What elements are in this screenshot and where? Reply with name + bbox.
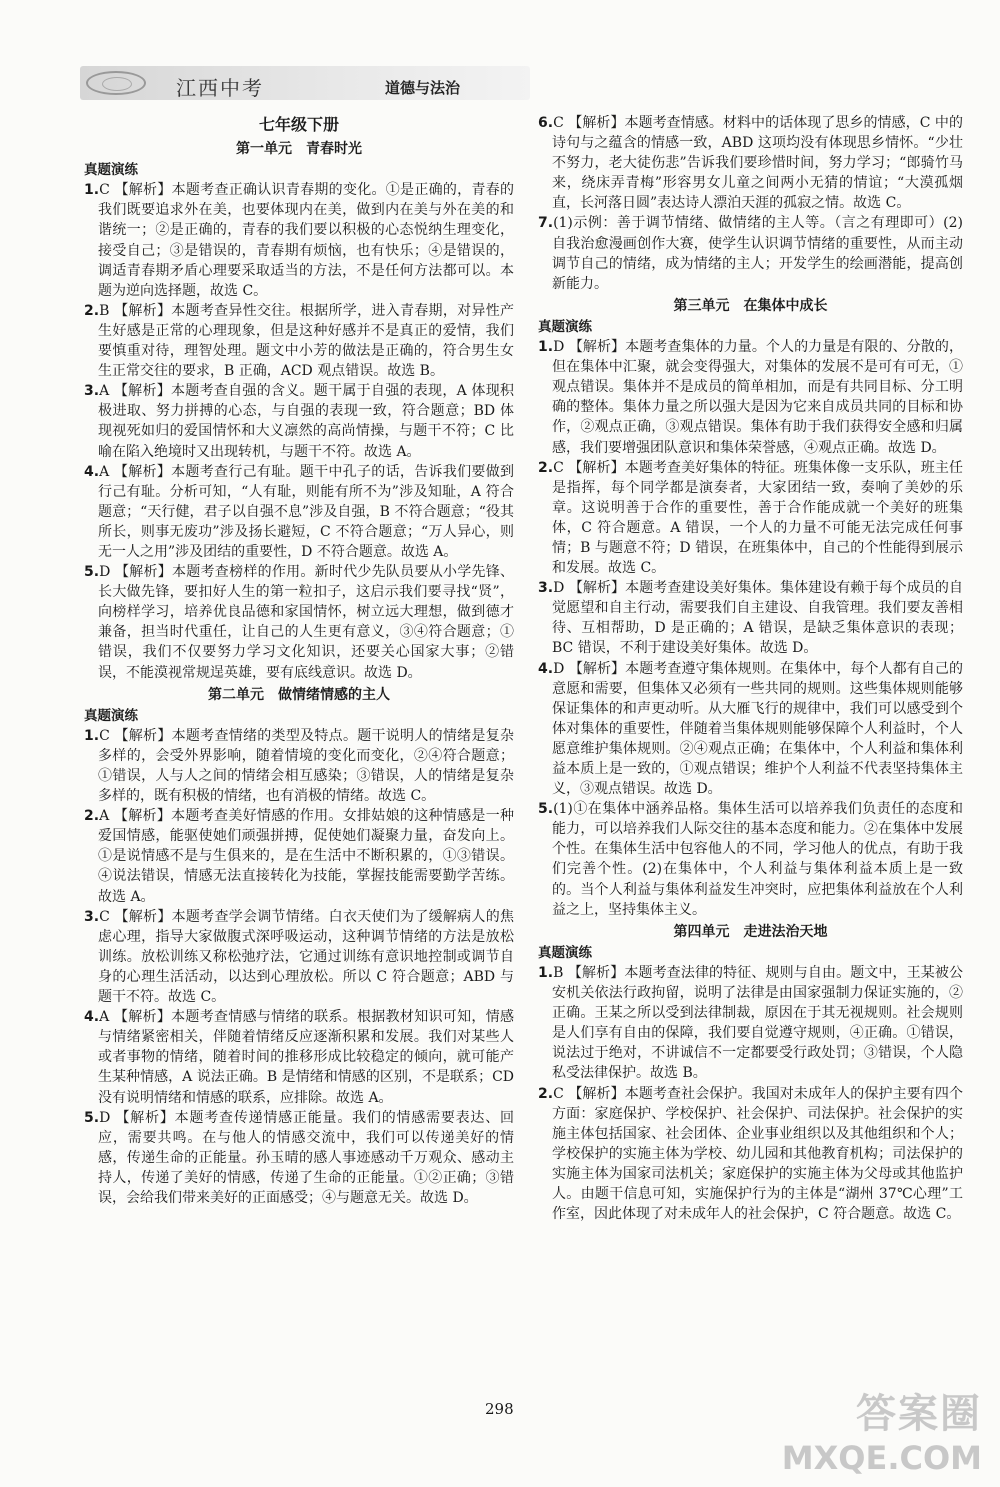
item-number: 3.: [84, 383, 100, 400]
item-text: C 【解析】本题考查正确认识青春期的变化。①是正确的，青春的我们既要追求外在美，也要体现内在美，做到内在美与外在美的和谐统一；②是正确的，青春的我们要以积极的心态悦纳生理变化，接受自己；③是错误的，青春期有烦恼，也有快乐；④是错误的，调适青春期矛盾心理要采取适当的方法，不是任何方法都可以。本题为逆向选择题，故选 C。: [98, 182, 514, 299]
answer-item: [84, 907, 514, 1007]
section-label: 真题演练: [538, 318, 592, 335]
item-text: D 【解析】本题考查遵守集体规则。在集体中，每个人都有自己的意愿和需要，但集体又必须有一些共同的规则。这些集体规则能够保证集体的和声更动听。从大雁飞行的规律中，我们可以感受到个体对集体的重要性，伴随着当集体规则能够保障个人利益时，个人愿意维护集体规则。②④观点正确；在集体中，个人利益和集体利益本质上是一致的，①观点错误；维护个人利益不代表坚持集体主义，③观点错误。故选 D。: [552, 660, 963, 798]
answer-item: [84, 562, 514, 683]
item-text: D 【解析】本题考查集体的力量。个人的力量是有限的、分散的，但在集体中汇聚，就会变得强大，对集体的发展不是可有可无，①观点错误。集体并不是成员的简单相加，而是有共同目标、分工明确的整体。集体力量之所以强大是因为它来自成员共同的目标和协作，②观点正确，③观点错误。集体有助于我们获得安全感和归属感，我们要增强团队意识和集体荣誉感，④观点正确。故选 D。: [552, 339, 963, 456]
item-number: 2.: [84, 808, 100, 825]
item-number: 4.: [538, 660, 554, 677]
item-number: 2.: [538, 1085, 554, 1102]
item-text: C 【解析】本题考查情绪的类型及特点。题干说明人的情绪是复杂多样的，会受外界影响，随着情境的变化而变化，②④符合题意；①错误，人与人之间的情绪会相互感染；③错误，人的情绪是复杂多样的，既有积极的情绪，也有消极的情绪。故选 C。: [98, 727, 514, 805]
answer-item: [538, 659, 963, 800]
item-number: 1.: [84, 727, 100, 744]
item-text: D 【解析】本题考查建设美好集体。集体建设有赖于每个成员的自觉愿望和自主行动，需要我们自主建设、自我管理。我们要友善相待、互相帮助，D 是正确的；A 错误，是缺乏集体意识的表现；BC 错误，不利于建设美好集体。故选 D。: [552, 580, 963, 657]
answer-item: [538, 578, 963, 658]
item-number: 1.: [538, 339, 554, 356]
item-number: 5.: [84, 1109, 100, 1126]
logo-icon: [86, 71, 146, 95]
answer-item: [84, 180, 514, 301]
answer-item: [538, 963, 963, 1084]
unit-title: 第一单元 青春时光: [236, 141, 362, 158]
right-column: [538, 113, 963, 1224]
answer-item: [538, 799, 963, 920]
section-label: 真题演练: [84, 162, 138, 179]
answer-item: [538, 113, 963, 213]
item-text: (1)示例：善于调节情绪、做情绪的主人等。（言之有理即可）(2)自我治愈漫画创作大赛，使学生认识调节情绪的重要性，从而主动调节自己的情绪，成为情绪的主人；开发学生的绘画潜能，提高创新能力。: [552, 215, 963, 292]
watermark-title: 答案圈: [856, 1391, 982, 1437]
item-text: A 【解析】本题考查行己有耻。题干中孔子的话，告诉我们要做到行己有耻。分析可知，“人有耻，则能有所不为”涉及知耻，A 符合题意；“天行健，君子以自强不息”涉及自强，B 不符合题意；“役其所长，则事无废功”涉及扬长避短，C 不符合题意；“万人异心，则无一人之用”涉及团结的重要性，D 不符合题意。故选 A。: [98, 463, 514, 560]
answer-item: [538, 213, 963, 293]
item-text: (1)①在集体中涵养品格。集体生活可以培养我们负责任的态度和能力，可以培养我们人际交往的基本态度和能力。②在集体中发展个性。在集体生活中包容他人的不同，学习他人的优点，有助于我们完善个性。(2)在集体中，个人利益与集体利益本质上是一致的。当个人利益与集体利益发生冲突时，应把集体利益放在个人利益之上，坚持集体主义。: [552, 801, 963, 918]
item-text: B 【解析】本题考查法律的特征、规则与自由。题文中，王某被公安机关依法行政拘留，说明了法律是由国家强制力保证实施的，②正确。王某之所以受到法律制裁，原因在于其无视规则。社会规则是人们享有自由的保障，我们要自觉遵守规则，④正确。①错误，说法过于绝对，不讲诚信不一定都要受行政处罚；③错误，个人隐私受法律保护。故选 B。: [552, 964, 963, 1082]
page-number: 298: [485, 1400, 514, 1418]
item-text: A 【解析】本题考查美好情感的作用。女排姑娘的这种情感是一种爱国情感，能驱使她们顽强拼搏，促使她们凝聚力量，奋发向上。①是说情感不是与生俱来的，是在生活中不断积累的，①③错误。④说法错误，情感无法直接转化为技能，掌握技能需要勤学苦练。故选 A。: [98, 808, 514, 905]
item-number: 4.: [84, 463, 100, 480]
answer-item: [538, 1084, 963, 1225]
item-number: 7.: [538, 215, 554, 232]
item-number: 6.: [538, 115, 554, 131]
item-number: 4.: [84, 1009, 100, 1026]
header-series-title: 江西中考: [176, 76, 264, 100]
item-number: 1.: [84, 182, 100, 199]
unit-title: 第二单元 做情绪情感的主人: [208, 686, 390, 703]
item-text: D 【解析】本题考查传递情感正能量。我们的情感需要表达、回应，需要共鸣。在与他人的情感交流中，我们可以传递美好的情感，传递生命的正能量。孙玉晴的感人事迹感动千万观众、感动主持人，传递了美好的情感，传递了生命的正能量。①②正确；③错误，会给我们带来美好的正面感受；④与题意无关。故选 D。: [98, 1109, 514, 1206]
item-text: C 【解析】本题考查社会保护。我国对未成年人的保护主要有四个方面：家庭保护、学校保护、社会保护、司法保护。社会保护的实施主体包括国家、社会团体、企业事业组织以及其他组织和个人；学校保护的实施主体为学校、幼儿园和其他教育机构；司法保护的实施主体为国家司法机关；家庭保护的实施主体为父母或其他监护人。由题干信息可知，实施保护行为的主体是“湖州 37℃心理”工作室，因此体现了对未成年人的社会保护，C 符合题意。故选 C。: [552, 1085, 963, 1223]
answer-item: [84, 806, 514, 906]
item-text: C 【解析】本题考查情感。材料中的话体现了思乡的情感，C 中的诗句与之蕴含的情感一致，ABD 这项均没有体现思乡情怀。“少壮不努力，老大徒伤悲”告诉我们要珍惜时间，努力学习；“郎骑竹马来，绕床弄青梅”形容男女儿童之间两小无猜的情谊；“大漠孤烟直，长河落日圆”表达诗人漂泊天涯的孤寂之情。故选 C。: [552, 115, 963, 212]
answer-item: [84, 462, 514, 562]
answer-item: [84, 381, 514, 461]
grade-title: 七年级下册: [258, 115, 339, 134]
answer-item: [538, 337, 963, 458]
watermark-url: MXQE.COM: [781, 1439, 982, 1477]
item-number: 3.: [84, 908, 100, 925]
item-number: 2.: [538, 459, 554, 476]
answer-item: [84, 1007, 514, 1107]
unit-title: 第三单元 在集体中成长: [673, 297, 828, 314]
item-text: A 【解析】本题考查情感与情绪的联系。根据教材知识可知，情感与情绪紧密相关，伴随着情绪反应逐渐积累和发展。我们对某些人或者事物的情绪，随着时间的推移形成比较稳定的倾向，就可能产生某种情感，A 说法正确。B 是情绪和情感的区别，不是联系；CD 没有说明情绪和情感的联系，应排除。故选 A。: [98, 1009, 514, 1106]
answer-item: [84, 301, 514, 381]
item-text: C 【解析】本题考查学会调节情绪。白衣天使们为了缓解病人的焦虑心理，指导大家做腹式深呼吸运动，这种调节情绪的方法是放松训练。放松训练又称松弛疗法，它通过训练有意识地控制或调节自身的心理生活活动，以达到心理放松。所以 C 符合题意；ABD 与题干不符。故选 C。: [98, 908, 514, 1006]
item-number: 3.: [538, 580, 554, 597]
item-text: B 【解析】本题考查异性交往。根据所学，进入青春期，对异性产生好感是正常的心理现象，但是这种好感并不是真正的爱情，我们要慎重对待，理智处理。题文中小芳的做法是正确的，符合男生女生正常交往的要求，B 正确，ACD 观点错误。故选 B。: [98, 302, 514, 380]
left-column: [84, 113, 514, 1208]
section-label: 真题演练: [538, 944, 592, 961]
item-number: 5.: [84, 564, 100, 581]
item-text: A 【解析】本题考查自强的含义。题干属于自强的表现，A 体现积极进取、努力拼搏的心态，与自强的表现一致，符合题意；BD 体现视死如归的爱国情怀和大义凛然的高尚情操，与题干不符；C 比喻在陷入绝境时又出现转机，与题干不符。故选 A。: [98, 383, 514, 460]
answer-item: [84, 1108, 514, 1208]
item-number: 2.: [84, 302, 100, 319]
header-bar: [80, 66, 530, 100]
item-number: 1.: [538, 964, 554, 981]
unit-title: 第四单元 走进法治天地: [673, 923, 828, 940]
header-subject: 道德与法治: [385, 79, 461, 97]
item-text: C 【解析】本题考查美好集体的特征。班集体像一支乐队，班主任是指挥，每个同学都是演奏者，大家团结一致，奏响了美妙的乐章。这说明善于合作的重要性，善于合作能成就一个美好的班集体，C 符合题意。A 错误，一个人的力量不可能无法完成任何事情；B 与题意不符；D 错误，在班集体中，自己的个性能得到展示和发展。故选 C。: [552, 459, 963, 577]
section-label: 真题演练: [84, 707, 138, 724]
watermark: [782, 1382, 982, 1477]
item-text: D 【解析】本题考查榜样的作用。新时代少先队员要从小学先锋、长大做先锋，要扣好人生的第一粒扣子，这启示我们要寻找“贤”，向榜样学习，培养优良品德和家国情怀，树立远大理想，做到德才兼备，担当时代重任，让自己的人生更有意义，③④符合题意；①错误，我们不仅要努力学习文化知识，还要关心国家大事；②错误，不能漠视常规逞英雄，要有底线意识。故选 D。: [98, 564, 514, 681]
answer-item: [538, 458, 963, 579]
item-number: 5.: [538, 801, 554, 818]
answer-item: [84, 726, 514, 806]
